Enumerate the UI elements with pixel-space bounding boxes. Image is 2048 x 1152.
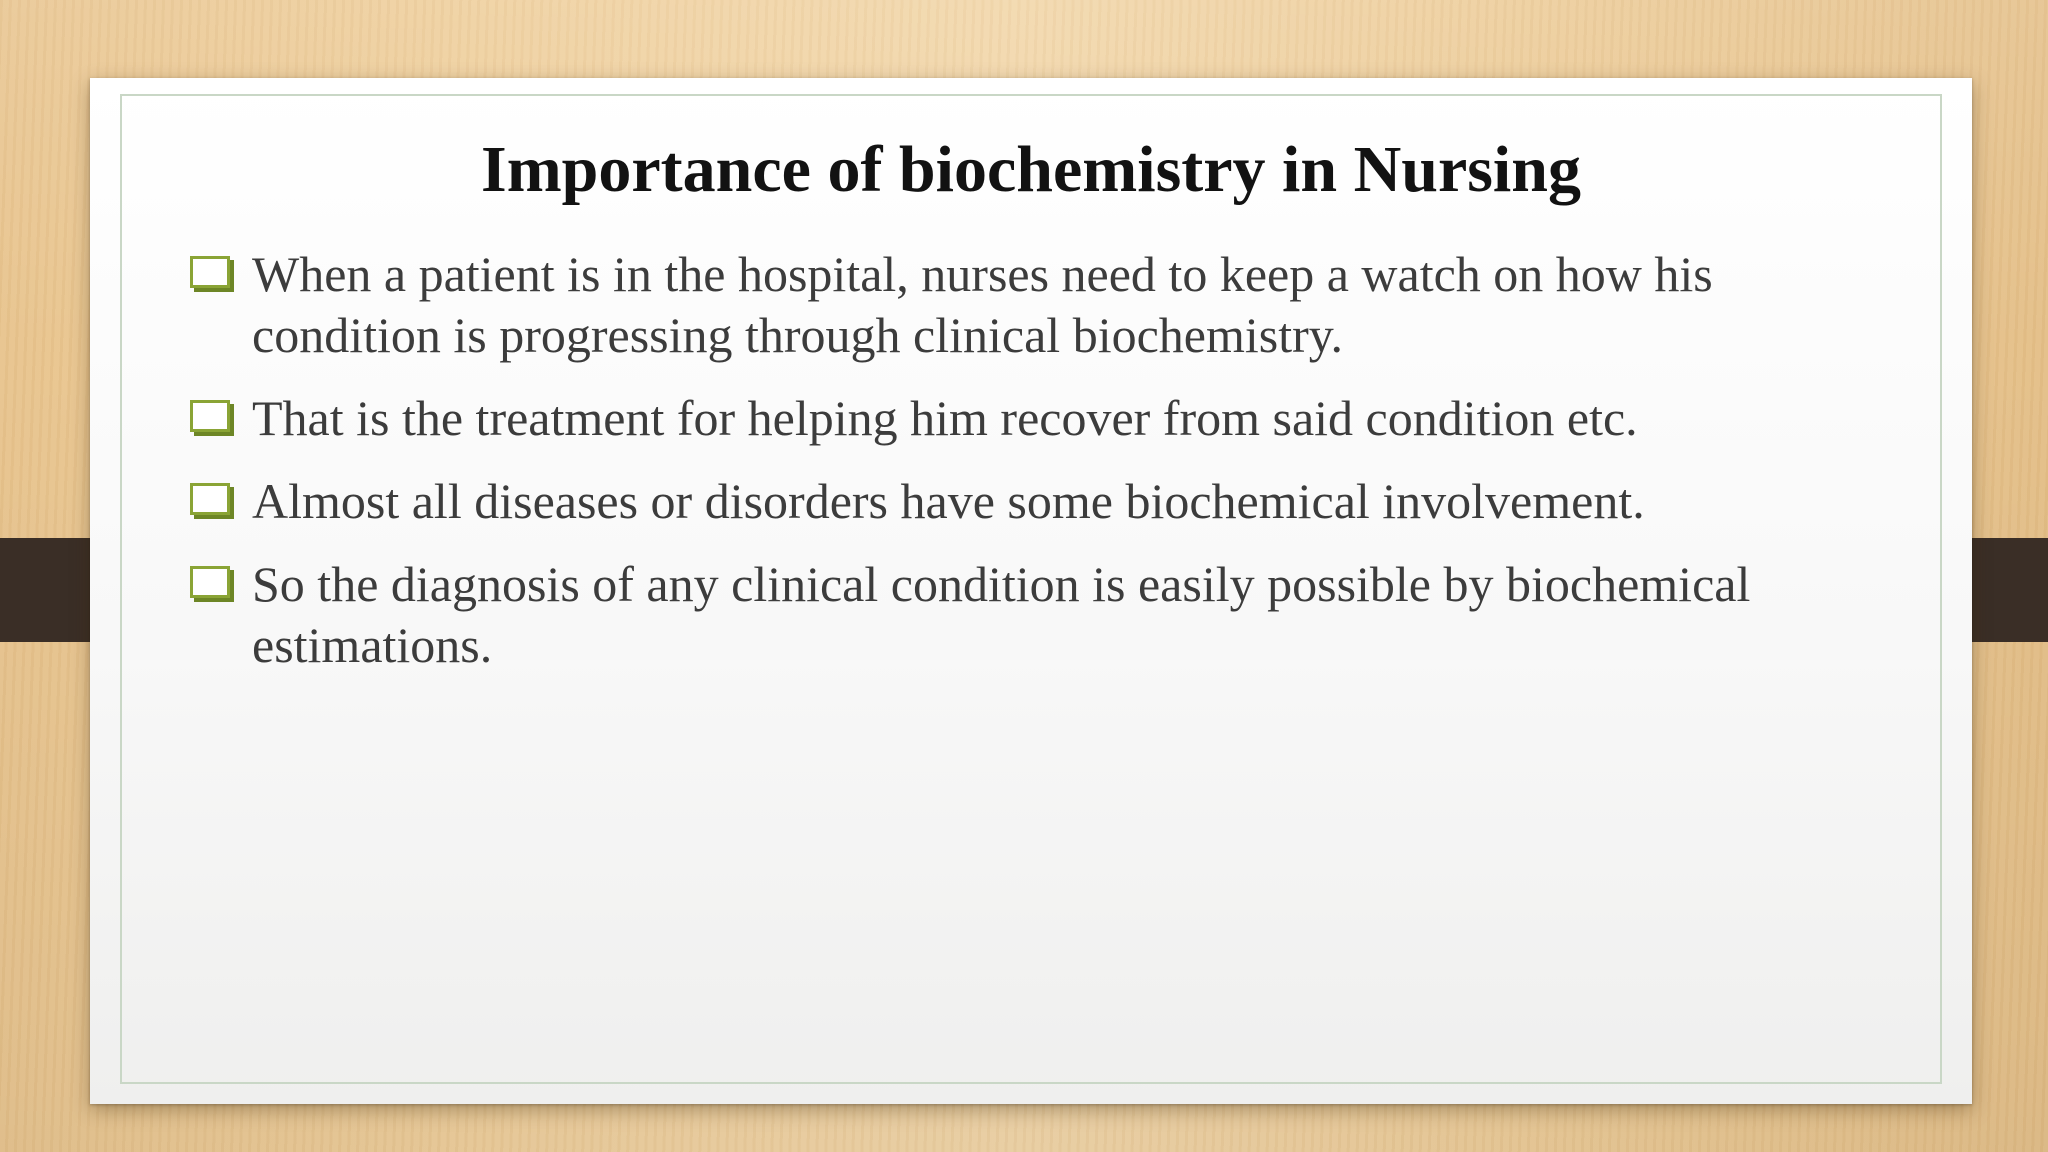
bullet-item [190, 244, 1900, 366]
bullet-text: Almost all diseases or disorders have some biochemical involvement. [252, 473, 1645, 529]
bullet-list [190, 244, 1900, 676]
bullet-item [190, 388, 1900, 449]
bullet-item [190, 554, 1900, 676]
slide-card [90, 78, 1972, 1104]
bullet-item [190, 471, 1900, 532]
checkbox-icon [190, 483, 230, 515]
slide-title: Importance of biochemistry in Nursing [481, 133, 1581, 206]
bullet-text: So the diagnosis of any clinical condition is easily possible by biochemical estimations. [252, 556, 1751, 673]
bullet-text: When a patient is in the hospital, nurses need to keep a watch on how his condition is progressing through clinical biochemistry. [252, 246, 1713, 363]
checkbox-icon [190, 400, 230, 432]
bullet-text: That is the treatment for helping him recover from said condition etc. [252, 390, 1638, 446]
checkbox-icon [190, 256, 230, 288]
checkbox-icon [190, 566, 230, 598]
